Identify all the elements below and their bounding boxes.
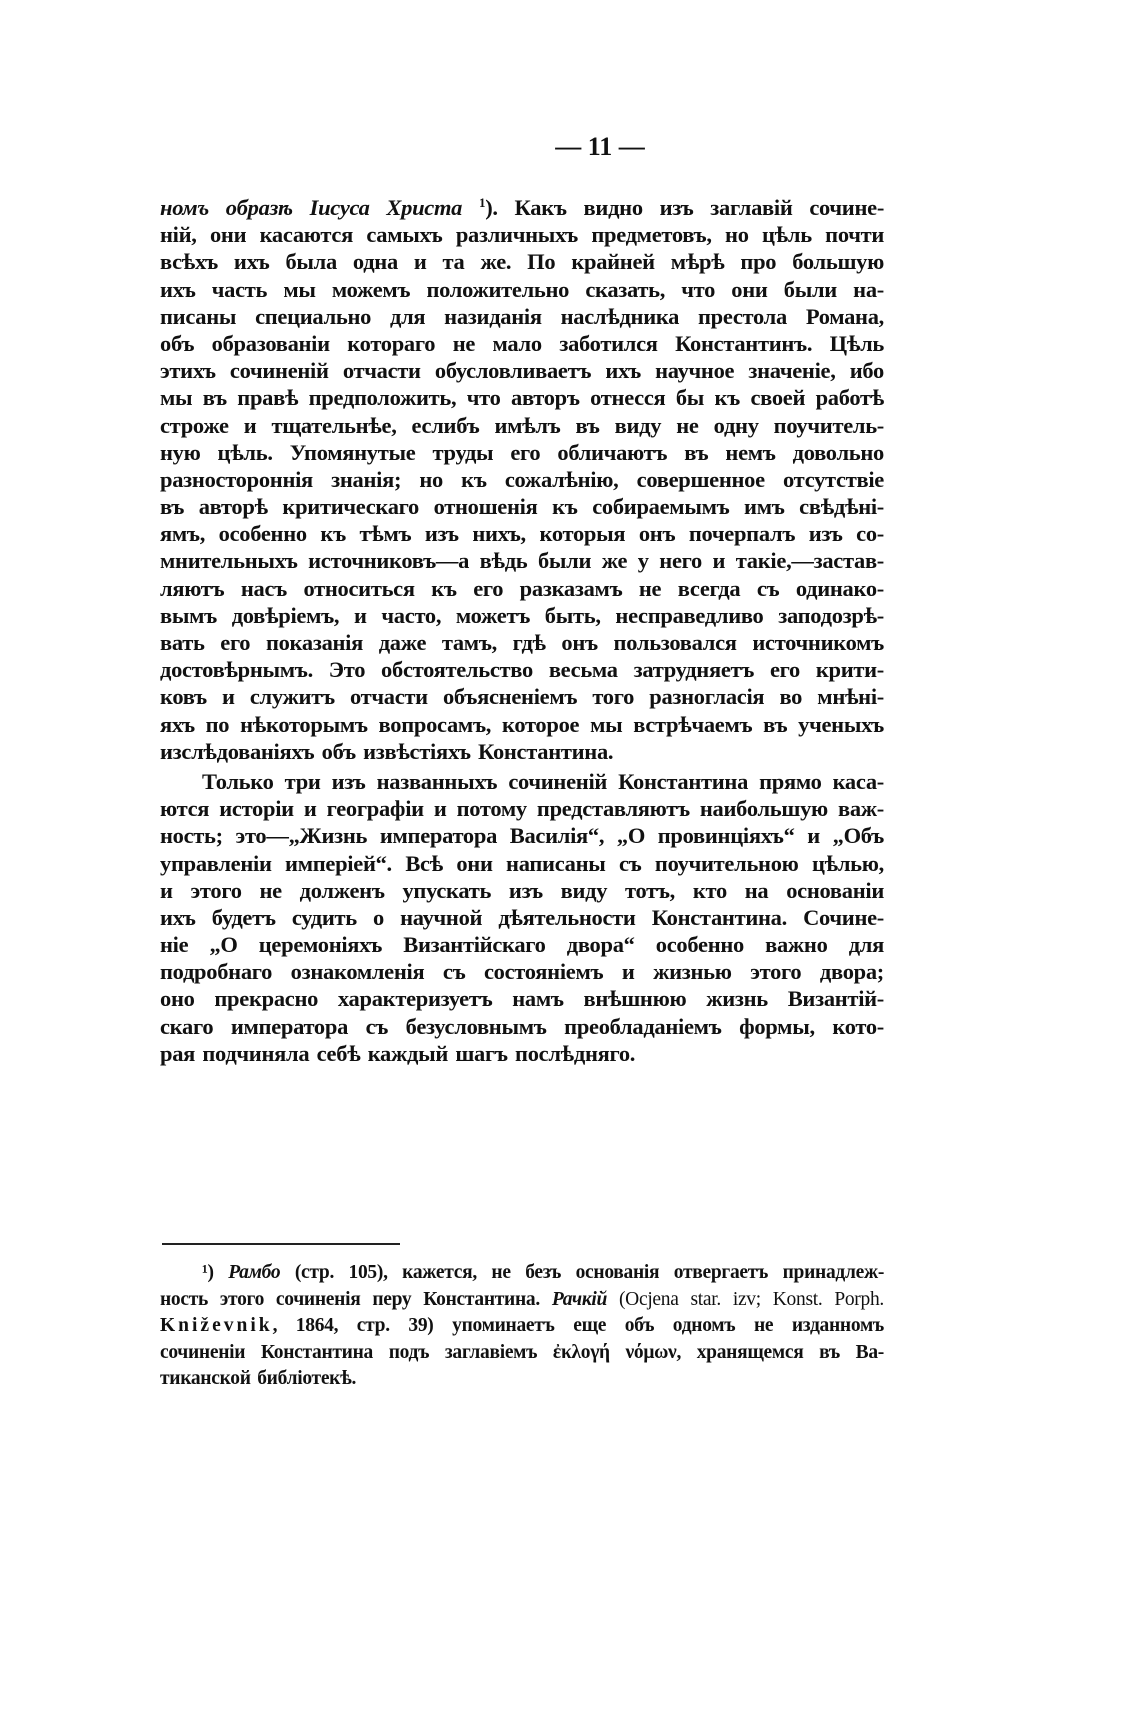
- author-name: Рамбо: [228, 1262, 281, 1283]
- text-line: всѣхъ ихъ была одна и та же. По крайней мѣрѣ про большую: [160, 249, 884, 275]
- text-line: въ авторѣ критическаго отношенія къ собираемымъ имъ свѣдѣні-: [160, 494, 884, 520]
- text-line: мы въ правѣ предположить, что авторъ отнесся бы къ своей работѣ: [160, 385, 884, 411]
- text-line: вымъ довѣріемъ, и часто, можетъ быть, несправедливо заподозрѣ-: [160, 602, 884, 628]
- text-line: оно прекрасно характеризуетъ намъ внѣшнюю жизнь Византій-: [160, 986, 884, 1012]
- text-line: разностороннія знанія; но къ сожалѣнію, совершенное отсутствіе: [160, 466, 884, 492]
- text-line: ковъ и служитъ отчасти объясненіемъ того разногласія во мнѣні-: [160, 684, 884, 710]
- footnote-line: [160, 1287, 884, 1314]
- text-line: [160, 194, 884, 221]
- text-line: этихъ сочиненій отчасти обусловливаетъ ихъ научное значеніе, ибо: [160, 358, 884, 384]
- text-line: рая подчиняла себѣ каждый шагъ послѣдняго.: [160, 1040, 636, 1066]
- text-line: объ образованіи котораго не мало заботился Константинъ. Цѣль: [160, 330, 884, 356]
- text-line: Только три изъ названныхъ сочиненій Константина прямо каса-: [202, 768, 884, 794]
- text-line: изслѣдованіяхъ объ извѣстіяхъ Константина.: [160, 738, 614, 764]
- text-line: скаго императора съ безусловнымъ преобладаніемъ формы, кото-: [160, 1013, 884, 1039]
- text-line: управленіи имперіей“. Всѣ они написаны съ поучительною цѣлью,: [160, 850, 884, 876]
- text-line: ихъ часть мы можемъ положительно сказать, что они были на-: [160, 276, 884, 302]
- footnotes: [160, 1260, 884, 1393]
- text-line: строже и тщательнѣе, еслибъ имѣлъ въ виду не одну поучитель-: [160, 412, 884, 438]
- text-line: мнительныхъ источниковъ—а вѣдь были же у него и такіе,—застав-: [160, 548, 884, 574]
- text-line: ются исторіи и географіи и потому представляютъ наибольшую важ-: [160, 796, 884, 822]
- text-line: яхъ по нѣкоторымъ вопросамъ, которое мы встрѣчаемъ въ ученыхъ: [160, 711, 884, 737]
- footnote-mark: ¹): [202, 1262, 214, 1283]
- main-text: [160, 194, 884, 1067]
- text-span: (Ocjena star. izv; Konst. Porph.: [618, 1288, 884, 1310]
- text-line: ность; это—„Жизнь императора Василія“, „О провинціяхъ“ и „Объ: [160, 823, 884, 849]
- page-number: — 11 —: [555, 132, 645, 161]
- text-line: ямъ, особенно къ тѣмъ изъ нихъ, которыя онъ почерпалъ изъ со-: [160, 521, 884, 547]
- footnote-line: [160, 1313, 884, 1340]
- text-line: ніе „О церемоніяхъ Византійскаго двора“ особенно важно для: [160, 932, 884, 958]
- text-line: ную цѣль. Упомянутые труды его обличаютъ въ немъ довольно: [160, 439, 884, 465]
- text-span: , 1864, стр. 39) упоминаетъ еще объ одномъ не изданномъ: [272, 1315, 884, 1336]
- text-line: вать его показанія даже тамъ, гдѣ онъ пользовался источникомъ: [160, 630, 884, 655]
- text-span: ность этого сочиненія перу Константина.: [160, 1288, 540, 1310]
- text-line: писаны специально для назиданія наслѣдника престола Романа,: [160, 303, 884, 329]
- footnote-line: тиканской библіотекѣ.: [160, 1368, 357, 1389]
- author-name: Рачкій: [551, 1288, 608, 1310]
- text-span: Kniževnik: [160, 1315, 273, 1336]
- footnote-divider: [162, 1243, 400, 1245]
- footnote-ref: 1: [478, 195, 486, 210]
- text-line: подробнаго ознакомленія съ состояніемъ и жизнью этого двора;: [160, 959, 884, 985]
- footnote-line: сочиненіи Константина подъ заглавіемъ ἐκλογή νόμων, хранящемся въ Ва-: [160, 1341, 884, 1363]
- text-line: ляютъ насъ относиться къ его разказамъ не всегда съ одинако-: [160, 575, 884, 601]
- footnote-line: [160, 1260, 884, 1287]
- paragraph-1: [160, 221, 884, 765]
- paragraph-2: [160, 768, 884, 1067]
- text-line: ній, они касаются самыхъ различныхъ предметовъ, но цѣль почти: [160, 222, 884, 248]
- text-line: достовѣрнымъ. Это обстоятельство весьма затрудняетъ его крити-: [160, 657, 884, 683]
- text-line: ихъ будетъ судить о научной дѣятельности Константина. Сочине-: [160, 904, 884, 930]
- text-line: и этого не долженъ упускать изъ виду тотъ, кто на основаніи: [160, 877, 884, 903]
- text-span: ). Какъ видно изъ заглавій сочине-: [485, 195, 885, 220]
- italic-text: номъ образѣ Іисуса Христа: [160, 195, 463, 220]
- text-span: (стр. 105), кажется, не безъ основанія отвергаетъ принадлеж-: [294, 1262, 885, 1283]
